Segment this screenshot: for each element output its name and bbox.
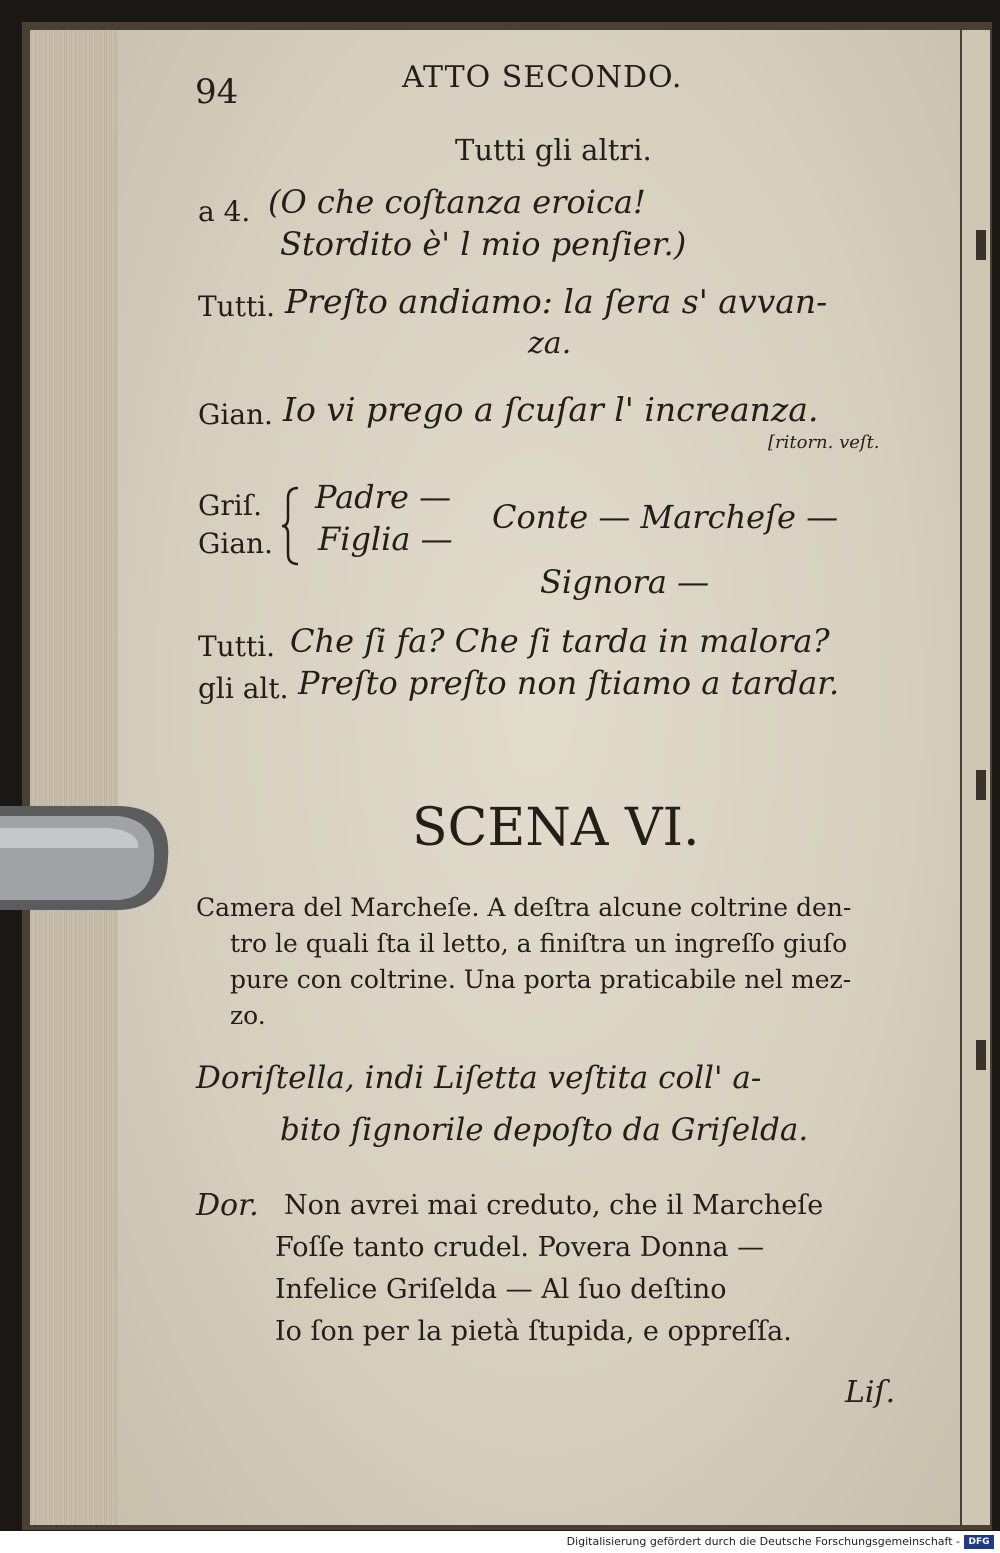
verse-line: Conte — Marcheſe — [492, 498, 839, 536]
footer-credit: Digitalisierung gefördert durch die Deutsche Forschungsgemeinschaft - [566, 1535, 960, 1548]
speaker-label: Tutti. [198, 290, 276, 323]
stage-direction: [ritorn. veſt. [768, 432, 880, 453]
verse-line: Padre — [315, 478, 452, 516]
scene-title: SCENA VI. [412, 798, 700, 858]
verse-line: (O che coſtanza eroica! [268, 183, 646, 221]
verse-line: Stordito è' l mio penſier.) [280, 225, 687, 263]
speaker-label: Gian. [198, 527, 273, 560]
characters-line: Doriſtella, indi Liſetta veſtita coll' a- [196, 1060, 762, 1096]
verse-line: Io ſon per la pietà ſtupida, e oppreſſa. [275, 1316, 792, 1347]
speaker-label: a 4. [198, 195, 251, 228]
verse-line: Signora — [540, 563, 710, 601]
speaker-label: Tutti. [198, 630, 276, 663]
digitization-footer [0, 1531, 1000, 1553]
characters-line: bito ſignorile depoſto da Griſelda. [280, 1112, 809, 1148]
scene-description-line: Camera del Marcheſe. A deſtra alcune coltrine den- [196, 893, 852, 922]
verse-line: Foſſe tanto crudel. Povera Donna — [275, 1232, 765, 1263]
facing-page-edge [962, 30, 990, 1525]
scene-description-line: zo. [230, 1001, 266, 1030]
verse-line: za. [528, 326, 572, 361]
verse-line: Io vi prego a ſcuſar l' increanza. [283, 390, 819, 429]
verse-line: Infelice Griſelda — Al ſuo deſtino [275, 1274, 727, 1305]
verse-line: Non avrei mai creduto, che il Marcheſe [284, 1190, 824, 1221]
verse-line: Figlia — [318, 520, 453, 558]
scene-description-line: pure con coltrine. Una porta praticabile nel mez- [230, 965, 852, 994]
speaker-label: Dor. [196, 1188, 259, 1223]
speaker-label: Griſ. [198, 489, 262, 522]
verse-line: Che ſi fa? Che ſi tarda in malora? [290, 622, 830, 660]
page-number: 94 [195, 72, 239, 112]
dfg-logo: DFG [964, 1535, 994, 1549]
speaker-label: gli alt. [198, 672, 289, 705]
verse-line: Preſto andiamo: la ſera s' avvan- [285, 282, 828, 321]
running-title: ATTO SECONDO. [402, 60, 683, 95]
verse-line: Preſto preſto non ſtiamo a tardar. [298, 664, 840, 702]
catchword: Liſ. [845, 1375, 896, 1410]
page-clip [0, 798, 172, 918]
scene-description-line: tro le quali ſta il letto, a finiſtra un ingreſſo giuſo [230, 929, 848, 958]
speaker-label: Gian. [198, 398, 273, 431]
speaker-heading: Tutti gli altri. [455, 133, 652, 167]
brace-icon [282, 484, 302, 568]
page-edges [30, 30, 125, 1525]
